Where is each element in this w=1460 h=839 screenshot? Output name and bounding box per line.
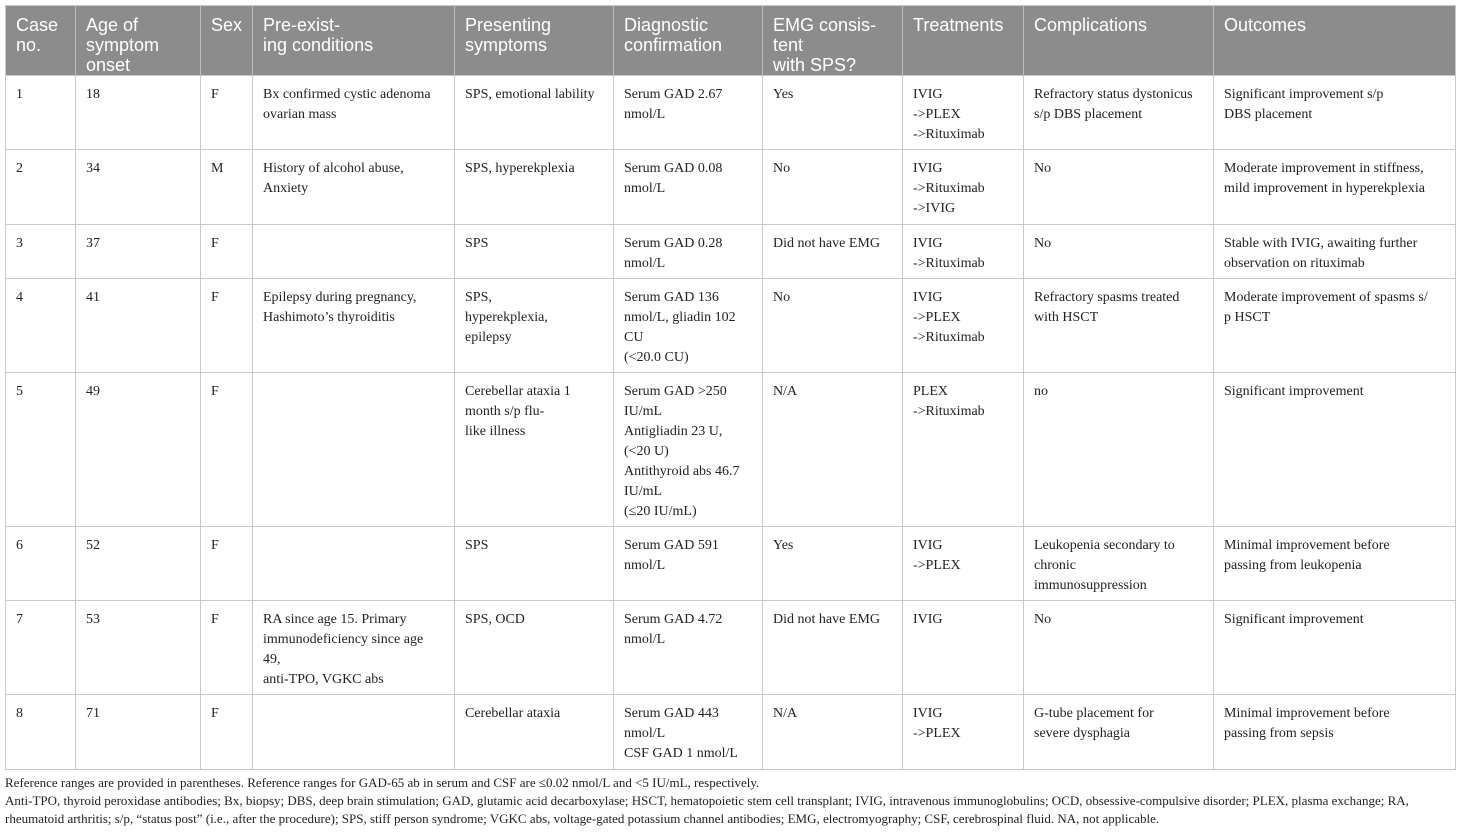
cell-case-no: 5: [6, 373, 76, 527]
cell-diagnostic-confirmation: Serum GAD 4.72 nmol/L: [614, 601, 763, 695]
cell-age-onset: 37: [76, 225, 201, 279]
cell-age-onset: 71: [76, 695, 201, 770]
cell-age-onset: 52: [76, 527, 201, 601]
cell-emg-consistent: No: [763, 150, 903, 225]
header-complications: Complications: [1024, 6, 1214, 76]
cell-outcomes: Minimal improvement before passing from leukopenia: [1214, 527, 1456, 601]
case-series-table: [5, 5, 1456, 770]
cell-complications: No: [1024, 601, 1214, 695]
table-row: [6, 695, 1456, 770]
cell-diagnostic-confirmation: Serum GAD 0.28 nmol/L: [614, 225, 763, 279]
cell-pre-existing-conditions: [253, 695, 455, 770]
cell-complications: Refractory status dystonicus s/p DBS placement: [1024, 76, 1214, 150]
cell-pre-existing-conditions: RA since age 15. Primary immunodeficiency since age 49, anti-TPO, VGKC abs: [253, 601, 455, 695]
cell-treatments: IVIG ->PLEX: [903, 695, 1024, 770]
header-presenting-symptoms: Presenting symptoms: [455, 6, 614, 76]
cell-pre-existing-conditions: Epilepsy during pregnancy, Hashimoto’s thyroiditis: [253, 279, 455, 373]
cell-sex: F: [201, 373, 253, 527]
cell-complications: no: [1024, 373, 1214, 527]
cell-presenting-symptoms: SPS: [455, 225, 614, 279]
header-outcomes: Outcomes: [1214, 6, 1456, 76]
cell-diagnostic-confirmation: Serum GAD 443 nmol/L CSF GAD 1 nmol/L: [614, 695, 763, 770]
cell-presenting-symptoms: SPS, emotional lability: [455, 76, 614, 150]
cell-outcomes: Significant improvement: [1214, 601, 1456, 695]
table-row: [6, 76, 1456, 150]
cell-presenting-symptoms: SPS, hyperekplexia: [455, 150, 614, 225]
cell-age-onset: 53: [76, 601, 201, 695]
cell-complications: No: [1024, 150, 1214, 225]
cell-treatments: IVIG ->Rituximab ->IVIG: [903, 150, 1024, 225]
footnote-reference-ranges: Reference ranges are provided in parentheses. Reference ranges for GAD-65 ab in serum and CSF are ≤0.02 nmol/L and <5 IU/mL, respectively.: [5, 775, 760, 790]
table-row: [6, 225, 1456, 279]
cell-case-no: 6: [6, 527, 76, 601]
header-emg-consistent: EMG consis- tent with SPS?: [763, 6, 903, 76]
cell-outcomes: Significant improvement s/p DBS placement: [1214, 76, 1456, 150]
cell-age-onset: 34: [76, 150, 201, 225]
cell-emg-consistent: Yes: [763, 527, 903, 601]
cell-complications: No: [1024, 225, 1214, 279]
cell-outcomes: Minimal improvement before passing from sepsis: [1214, 695, 1456, 770]
cell-complications: Leukopenia secondary to chronic immunosuppression: [1024, 527, 1214, 601]
table-row: [6, 150, 1456, 225]
cell-sex: F: [201, 279, 253, 373]
cell-pre-existing-conditions: History of alcohol abuse, Anxiety: [253, 150, 455, 225]
cell-complications: Refractory spasms treated with HSCT: [1024, 279, 1214, 373]
cell-presenting-symptoms: SPS, OCD: [455, 601, 614, 695]
table-figure: [5, 5, 1455, 828]
cell-case-no: 1: [6, 76, 76, 150]
cell-sex: F: [201, 76, 253, 150]
cell-emg-consistent: N/A: [763, 373, 903, 527]
cell-outcomes: Moderate improvement of spasms s/ p HSCT: [1214, 279, 1456, 373]
cell-case-no: 8: [6, 695, 76, 770]
cell-diagnostic-confirmation: Serum GAD 136 nmol/L, gliadin 102 CU (<20.0 CU): [614, 279, 763, 373]
header-treatments: Treatments: [903, 6, 1024, 76]
cell-treatments: IVIG ->PLEX ->Rituximab: [903, 76, 1024, 150]
cell-pre-existing-conditions: [253, 225, 455, 279]
cell-diagnostic-confirmation: Serum GAD >250 IU/mL Antigliadin 23 U, (<20 U) Antithyroid abs 46.7 IU/mL (≤20 IU/mL): [614, 373, 763, 527]
cell-outcomes: Moderate improvement in stiffness, mild improvement in hyperekplexia: [1214, 150, 1456, 225]
cell-treatments: IVIG ->PLEX ->Rituximab: [903, 279, 1024, 373]
header-pre-existing-conditions: Pre-exist- ing conditions: [253, 6, 455, 76]
cell-sex: F: [201, 695, 253, 770]
footnote-abbreviations: Anti-TPO, thyroid peroxidase antibodies; Bx, biopsy; DBS, deep brain stimulation; GAD, glutamic acid decarboxylase; HSCT, hematopoietic stem cell transplant; IVIG, intravenous immunoglobulins; OCD, obsessive-compulsive disorder; PLEX, plasma exchange; RA, rheumatoid arthritis; s/p, “status post” (i.e., after the procedure); SPS, stiff person syndrome; VGKC abs, voltage-gated potassium channel antibodies; EMG, electromyography; CSF, cerebrospinal fluid. NA, not applicable.: [5, 793, 1409, 826]
cell-sex: F: [201, 527, 253, 601]
cell-presenting-symptoms: Cerebellar ataxia 1 month s/p flu- like illness: [455, 373, 614, 527]
cell-sex: M: [201, 150, 253, 225]
cell-presenting-symptoms: Cerebellar ataxia: [455, 695, 614, 770]
cell-diagnostic-confirmation: Serum GAD 0.08 nmol/L: [614, 150, 763, 225]
cell-outcomes: Stable with IVIG, awaiting further observation on rituximab: [1214, 225, 1456, 279]
cell-pre-existing-conditions: [253, 527, 455, 601]
cell-emg-consistent: Did not have EMG: [763, 601, 903, 695]
cell-emg-consistent: Did not have EMG: [763, 225, 903, 279]
cell-age-onset: 41: [76, 279, 201, 373]
cell-sex: F: [201, 225, 253, 279]
cell-treatments: IVIG ->PLEX: [903, 527, 1024, 601]
table-footnotes: [5, 774, 1455, 828]
cell-diagnostic-confirmation: Serum GAD 2.67 nmol/L: [614, 76, 763, 150]
cell-age-onset: 49: [76, 373, 201, 527]
header-case-no: Case no.: [6, 6, 76, 76]
cell-case-no: 2: [6, 150, 76, 225]
cell-pre-existing-conditions: Bx confirmed cystic adenoma ovarian mass: [253, 76, 455, 150]
cell-treatments: IVIG ->Rituximab: [903, 225, 1024, 279]
table-row: [6, 373, 1456, 527]
cell-sex: F: [201, 601, 253, 695]
table-row: [6, 601, 1456, 695]
cell-pre-existing-conditions: [253, 373, 455, 527]
cell-presenting-symptoms: SPS, hyperekplexia, epilepsy: [455, 279, 614, 373]
cell-treatments: PLEX ->Rituximab: [903, 373, 1024, 527]
header-sex: Sex: [201, 6, 253, 76]
table-row: [6, 527, 1456, 601]
cell-emg-consistent: N/A: [763, 695, 903, 770]
cell-outcomes: Significant improvement: [1214, 373, 1456, 527]
cell-complications: G-tube placement for severe dysphagia: [1024, 695, 1214, 770]
header-age-onset: Age of symptom onset: [76, 6, 201, 76]
cell-emg-consistent: Yes: [763, 76, 903, 150]
cell-presenting-symptoms: SPS: [455, 527, 614, 601]
header-diagnostic-confirmation: Diagnostic confirmation: [614, 6, 763, 76]
cell-case-no: 4: [6, 279, 76, 373]
cell-treatments: IVIG: [903, 601, 1024, 695]
cell-case-no: 7: [6, 601, 76, 695]
cell-diagnostic-confirmation: Serum GAD 591 nmol/L: [614, 527, 763, 601]
cell-emg-consistent: No: [763, 279, 903, 373]
header-row: [6, 6, 1456, 76]
cell-age-onset: 18: [76, 76, 201, 150]
table-row: [6, 279, 1456, 373]
cell-case-no: 3: [6, 225, 76, 279]
